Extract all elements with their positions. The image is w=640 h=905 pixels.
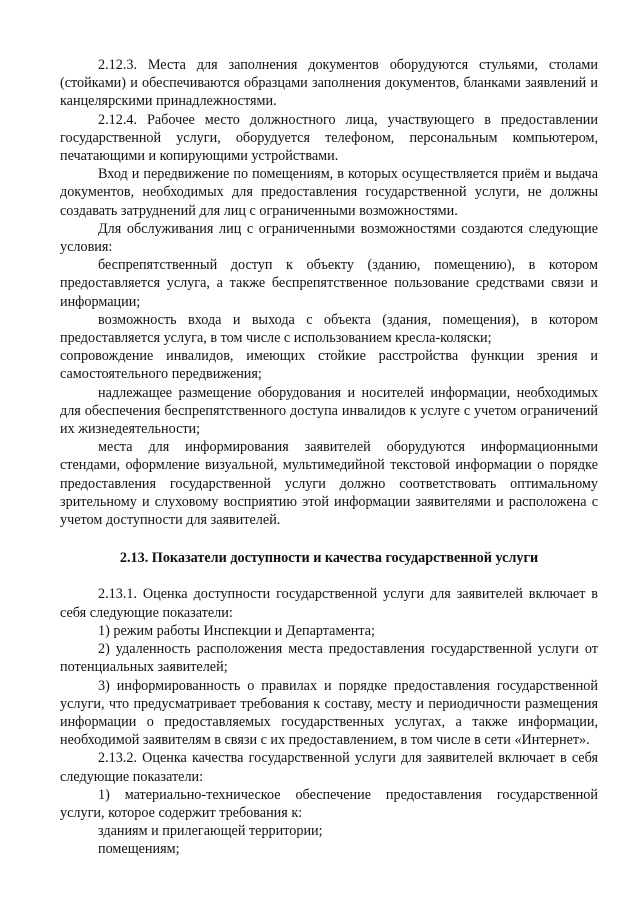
document-page [60,56,598,859]
paragraph-indicator-3: 3) информированность о правилах и порядке предоставления государственной услуги, что предусматривает требования к составу, месту и периодичности размещения информации о предоставляемых государственных услугах, а также информации, необходимой заявителям в связи с их предоставлением, в том числе в сети «Интернет». [60,677,598,749]
section-heading-2-13: 2.13. Показатели доступности и качества государственной услуги [119,550,539,567]
paragraph-indicator-1: 1) режим работы Инспекции и Департамента; [98,622,375,639]
paragraph-2-13-2: 2.13.2. Оценка качества государственной услуги для заявителей включает в себя следующие показатели: [60,750,598,785]
paragraph-buildings: зданиям и прилегающей территории; [98,823,323,840]
paragraph-condition-access: беспрепятственный доступ к объекту (зданию, помещению), в котором предоставляется услуга, а также беспрепятственное пользование средствами связи и информации; [60,257,598,310]
paragraph-condition-info-stands: места для информирования заявителей оборудуются информационными стендами, оформление визуальной, мультимедийной текстовой информации о порядке предоставления государственной услуги должно соответствовать оптимальному зрительному и слуховому восприятию этой информации заявителями и расположена с учетом доступности для заявителей. [60,439,598,529]
paragraph-2-13-1: 2.13.1. Оценка доступности государственной услуги для заявителей включает в себя следующие показатели: [60,586,598,621]
paragraph-2-12-3: 2.12.3. Места для заполнения документов оборудуются стульями, столами (стойками) и обеспечиваются образцами заполнения документов, бланками заявлений и канцелярскими принадлежностями. [60,57,598,110]
paragraph-indicator-2: 2) удаленность расположения места предоставления государственной услуги от потенциальных заявителей; [60,641,598,676]
paragraph-conditions-intro: Для обслуживания лиц с ограниченными возможностями создаются следующие условия: [60,220,598,256]
paragraph-entrance: Вход и передвижение по помещениям, в которых осуществляется приём и выдача документов, необходимых для предоставления государственной услуги, не должны создавать затруднений для лиц с ограниченными возможностями. [60,166,598,219]
paragraph-quality-1: 1) материально-техническое обеспечение предоставления государственной услуги, которое содержит требования к: [60,786,598,821]
paragraph-2-12-4: 2.12.4. Рабочее место должностного лица, участвующего в предоставлении государственной услуги, оборудуется телефоном, персональным компьютером, печатающими и копирующими устройствами. [60,111,598,165]
paragraph-condition-entry-exit: возможность входа и выхода с объекта (здания, помещения), в котором предоставляется услуга, в том числе с использованием кресла-коляски; [60,311,598,347]
paragraph-premises: помещениям; [98,841,180,858]
paragraph-condition-equipment: надлежащее размещение оборудования и носителей информации, необходимых для обеспечения беспрепятственного доступа инвалидов к услуге с учетом ограничений их жизнедеятельности; [60,384,598,438]
paragraph-condition-escort: сопровождение инвалидов, имеющих стойкие расстройства функции зрения и самостоятельного передвижения; [60,348,598,383]
